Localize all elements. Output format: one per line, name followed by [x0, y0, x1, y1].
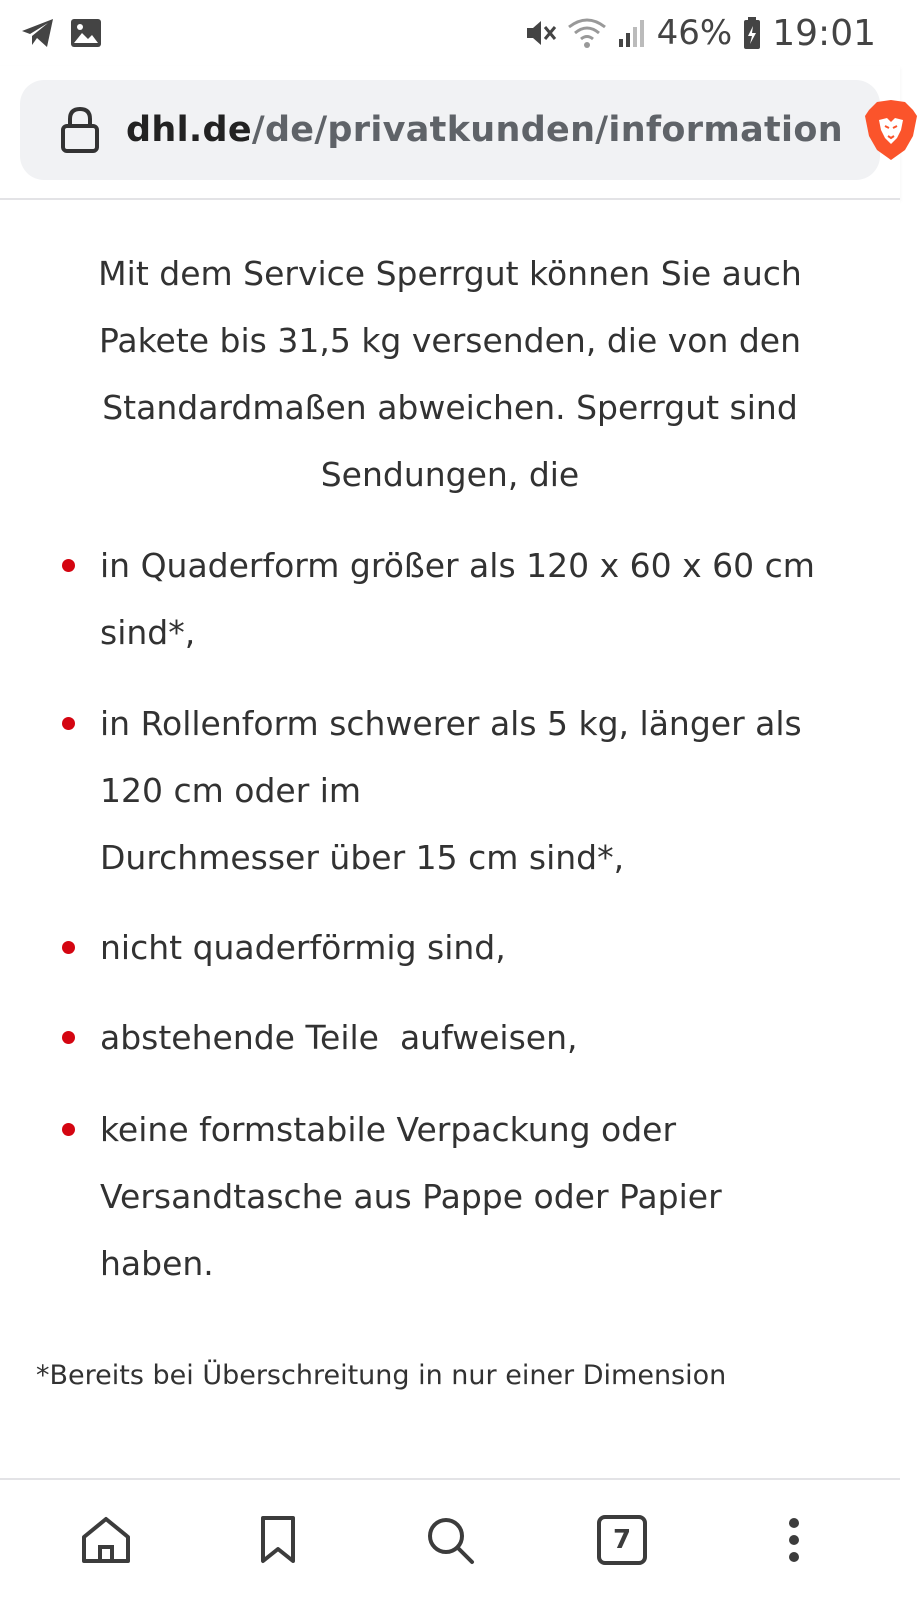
bullet-dot	[62, 559, 75, 572]
battery-percent: 46%	[656, 13, 733, 53]
mute-icon	[523, 17, 557, 49]
list-item-text: in Quaderform größer als 120 x 60 x 60 cm sind*,	[100, 546, 815, 652]
list-item-text: keine formstabile Verpackung oder Versandtasche aus Pappe oder Papier haben.	[100, 1110, 722, 1283]
battery-icon	[742, 16, 762, 50]
home-button[interactable]	[61, 1495, 151, 1585]
bottom-navigation	[0, 1478, 900, 1600]
signal-icon	[617, 17, 647, 49]
search-icon	[425, 1515, 475, 1565]
home-icon	[80, 1515, 132, 1565]
wifi-icon	[567, 17, 607, 49]
browser-toolbar	[0, 66, 900, 200]
url-text[interactable]	[126, 110, 843, 150]
list-item	[0, 1096, 900, 1297]
bullet-dot	[62, 717, 75, 730]
list-item	[0, 532, 900, 690]
url-path: /de/privatkunden/information	[251, 110, 843, 150]
list-item	[0, 914, 900, 1004]
list-item-text: in Rollenform schwerer als 5 kg, länger als 120 cm oder im	[100, 704, 802, 810]
bullet-dot	[62, 1123, 75, 1136]
telegram-icon	[20, 17, 56, 49]
intro-paragraph: Mit dem Service Sperrgut können Sie auch Pakete bis 31,5 kg versenden, die von den Standardmaßen abweichen. Sperrgut sind Sendungen, die	[98, 254, 802, 494]
more-icon	[788, 1517, 800, 1563]
tabs-button[interactable]	[577, 1495, 667, 1585]
footnote: *Bereits bei Überschreitung in nur einer Dimension	[36, 1360, 727, 1391]
list-item	[0, 1004, 900, 1096]
lock-icon[interactable]	[60, 106, 100, 154]
address-bar[interactable]	[20, 80, 880, 180]
page-content	[0, 200, 900, 1478]
list-item-text: nicht quaderförmig sind,	[100, 928, 506, 967]
list-item	[0, 690, 900, 914]
brave-shields-icon[interactable]	[861, 98, 921, 162]
url-domain: dhl.de	[126, 110, 252, 150]
bookmark-icon	[259, 1515, 297, 1565]
list-item-text-continued: Durchmesser über 15 cm sind*,	[100, 838, 625, 877]
menu-button[interactable]	[749, 1495, 839, 1585]
bullet-dot	[62, 941, 75, 954]
bookmarks-button[interactable]	[233, 1495, 323, 1585]
status-bar	[0, 0, 900, 66]
clock: 19:01	[772, 12, 876, 54]
search-button[interactable]	[405, 1495, 495, 1585]
tabs-icon: 7	[597, 1515, 647, 1565]
list-item-text: abstehende Teile aufweisen,	[100, 1018, 578, 1057]
gallery-icon	[70, 18, 102, 48]
bullet-list	[0, 532, 900, 1297]
bullet-dot	[62, 1031, 75, 1044]
